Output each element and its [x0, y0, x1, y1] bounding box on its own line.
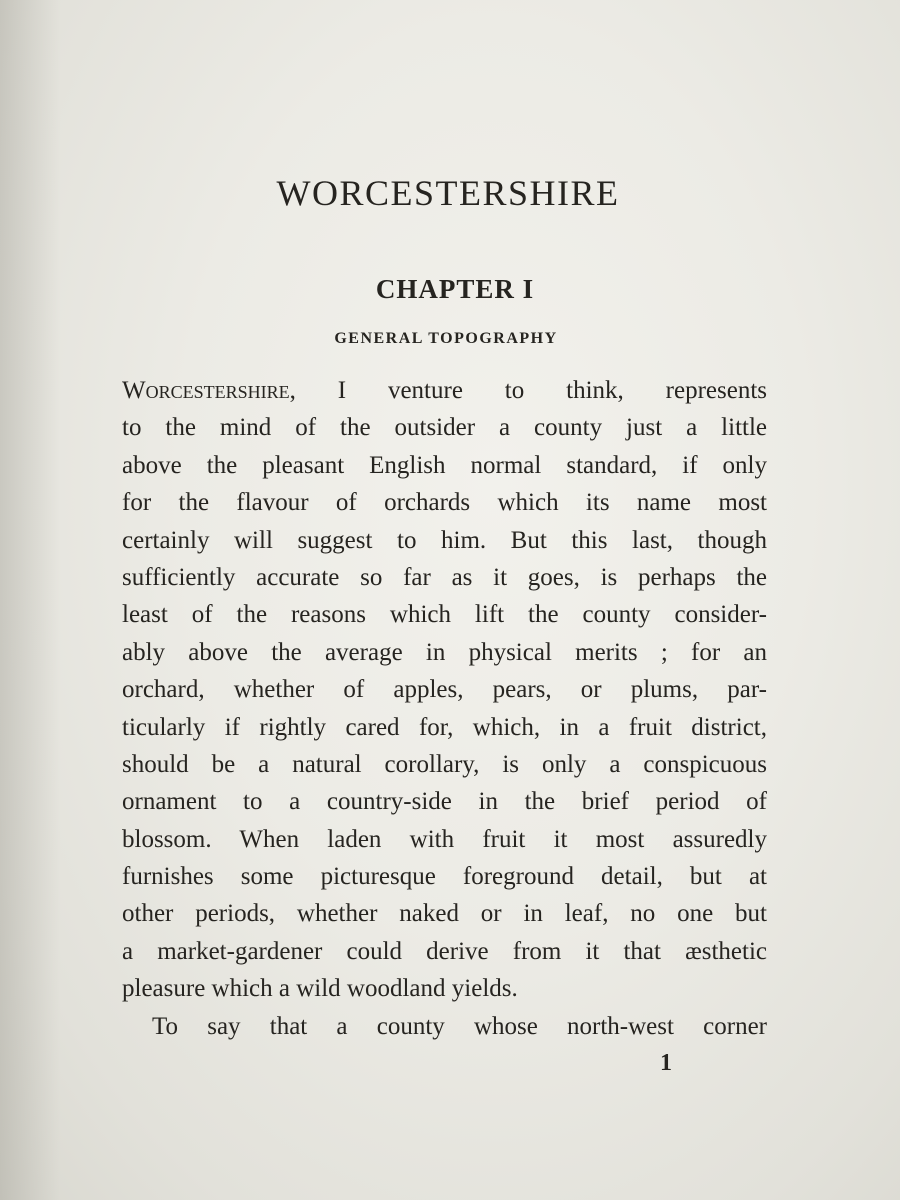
book-title-text: WORCESTERSHIRE	[276, 173, 620, 213]
book-title	[0, 172, 900, 214]
first-line-rest: , I venture to think, represents	[289, 377, 767, 404]
paragraph-line: furnishes some picturesque foreground detail, but at	[122, 863, 767, 891]
page-number: 1	[660, 1050, 672, 1076]
chapter-subtitle-text: GENERAL TOPOGRAPHY	[334, 330, 558, 347]
paragraph-line: ably above the average in physical merits ; for an	[122, 638, 767, 666]
paragraph-line: should be a natural corollary, is only a conspicuous	[122, 750, 767, 778]
chapter-heading-text: CHAPTER I	[375, 274, 535, 304]
paragraph-line: pleasure which a wild woodland yields.	[122, 975, 518, 1003]
paragraph-line: ornament to a country-side in the brief period of	[122, 788, 767, 816]
paragraph-line: blossom. When laden with fruit it most assuredly	[122, 825, 767, 853]
paragraph-line: certainly will suggest to him. But this last, though	[122, 526, 767, 554]
paragraph-line: orchard, whether of apples, pears, or plums, par-	[122, 676, 767, 704]
paragraph-line: ticularly if rightly cared for, which, in a fruit district,	[122, 713, 767, 741]
paragraph-line: other periods, whether naked or in leaf, no one but	[122, 900, 767, 928]
paragraph-line	[122, 372, 767, 409]
paragraph-line: above the pleasant English normal standard, if only	[122, 451, 767, 479]
lead-word: Worcestershire	[122, 377, 290, 404]
paragraph-line: To say that a county whose north-west corner	[152, 1012, 767, 1040]
chapter-heading	[0, 274, 900, 305]
paragraph-line: a market-gardener could derive from it that æsthetic	[122, 937, 767, 965]
paragraph-line: least of the reasons which lift the county consider-	[122, 601, 767, 629]
chapter-subtitle	[0, 330, 900, 348]
paragraph-line: for the flavour of orchards which its name most	[122, 489, 767, 517]
paragraph-line: to the mind of the outsider a county just a little	[122, 414, 767, 442]
paragraph-line: sufficiently accurate so far as it goes, is perhaps the	[122, 563, 767, 591]
body-text	[122, 372, 767, 1045]
